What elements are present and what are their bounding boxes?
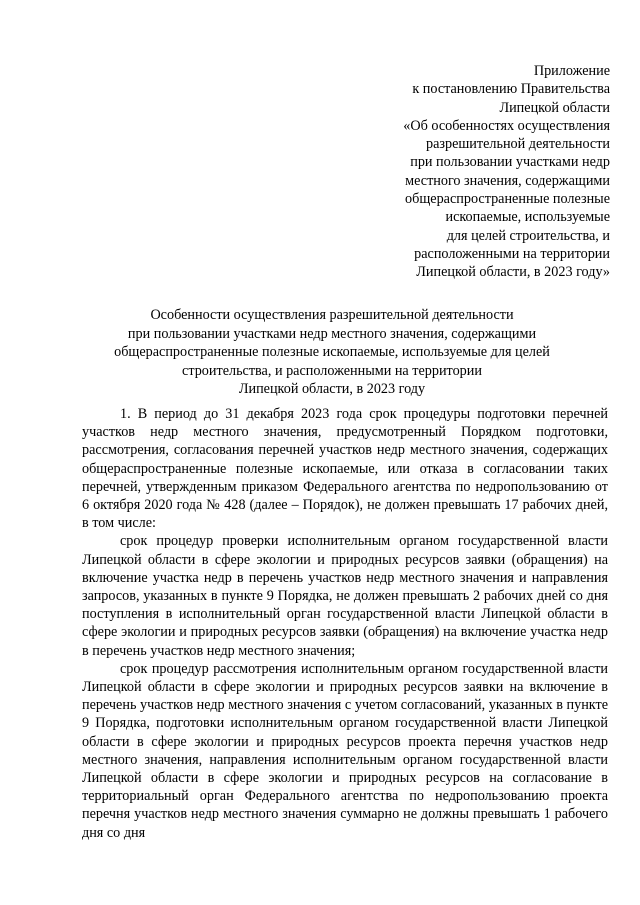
appendix-line: ископаемые, используемые	[445, 209, 610, 226]
document-title	[82, 306, 582, 399]
body-paragraph-2: срок процедур проверки исполнительным органом государственной власти Липецкой области в сфере экологии и природных ресурсов заявки (обращения) на включение участка недр в перечень участков недр местного значения и направления запросов, указанных в пункте 9 Порядка, не должен превышать 2 рабочих дней со дня поступления в исполнительный орган государственной власти Липецкой области в сфере экологии и природных ресурсов заявки (обращения) на включение участка недр в перечень участков недр местного значения;	[82, 533, 608, 659]
title-line: при пользовании участками недр местного значения, содержащими	[127, 325, 537, 342]
appendix-line: Липецкой области, в 2023 году»	[416, 264, 610, 281]
appendix-line: разрешительной деятельности	[426, 136, 610, 153]
appendix-line: к постановлению Правительства	[412, 81, 610, 98]
appendix-header	[360, 62, 610, 282]
body-paragraph-1: 1. В период до 31 декабря 2023 года срок процедуры подготовки перечней участков недр местного значения, предусмотренный Порядком подготовки, рассмотрения, согласования перечней участков недр местного значения, содержащих общераспространенные полезные ископаемые, или отказа в согласовании таких перечней, утвержденным приказом Федерального агентства по недропользованию от 6 октября 2020 года № 428 (далее – Порядок), не должен превышать 17 рабочих дней, в том числе:	[82, 406, 608, 532]
appendix-line: расположенными на территории	[414, 245, 610, 262]
title-line: общераспространенные полезные ископаемые, используемые для целей	[114, 344, 550, 360]
title-line: Липецкой области, в 2023 году	[238, 381, 426, 397]
appendix-line: для целей строительства, и	[446, 227, 610, 244]
body-paragraph-3: срок процедур рассмотрения исполнительным органом государственной власти Липецкой области в сфере экологии и природных ресурсов заявки на включение в перечень участков недр местного значения с учетом согласований, указанных в пункте 9 Порядка, подготовки исполнительным органом государственной власти Липецкой области в сфере экологии и природных ресурсов проекта перечня участков недр местного значения, направления исполнительным органом государственной власти Липецкой области в сфере экологии и природных ресурсов на согласование в территориальный орган Федерального агентства по недропользованию проекта перечня участков недр местного значения суммарно не должны превышать 1 рабочего дня со дня	[82, 660, 608, 841]
appendix-line: местного значения, содержащими	[405, 172, 610, 189]
title-line: Особенности осуществления разрешительной деятельности	[150, 307, 514, 323]
title-line: строительства, и расположенными на территории	[182, 362, 482, 379]
appendix-line: Липецкой области	[499, 99, 610, 116]
appendix-line: Приложение	[533, 63, 610, 79]
document-body	[82, 405, 608, 842]
appendix-line: при пользовании участками недр	[410, 154, 610, 171]
appendix-line: «Об особенностях осуществления	[403, 117, 610, 134]
appendix-line: общераспространенные полезные	[405, 191, 610, 208]
